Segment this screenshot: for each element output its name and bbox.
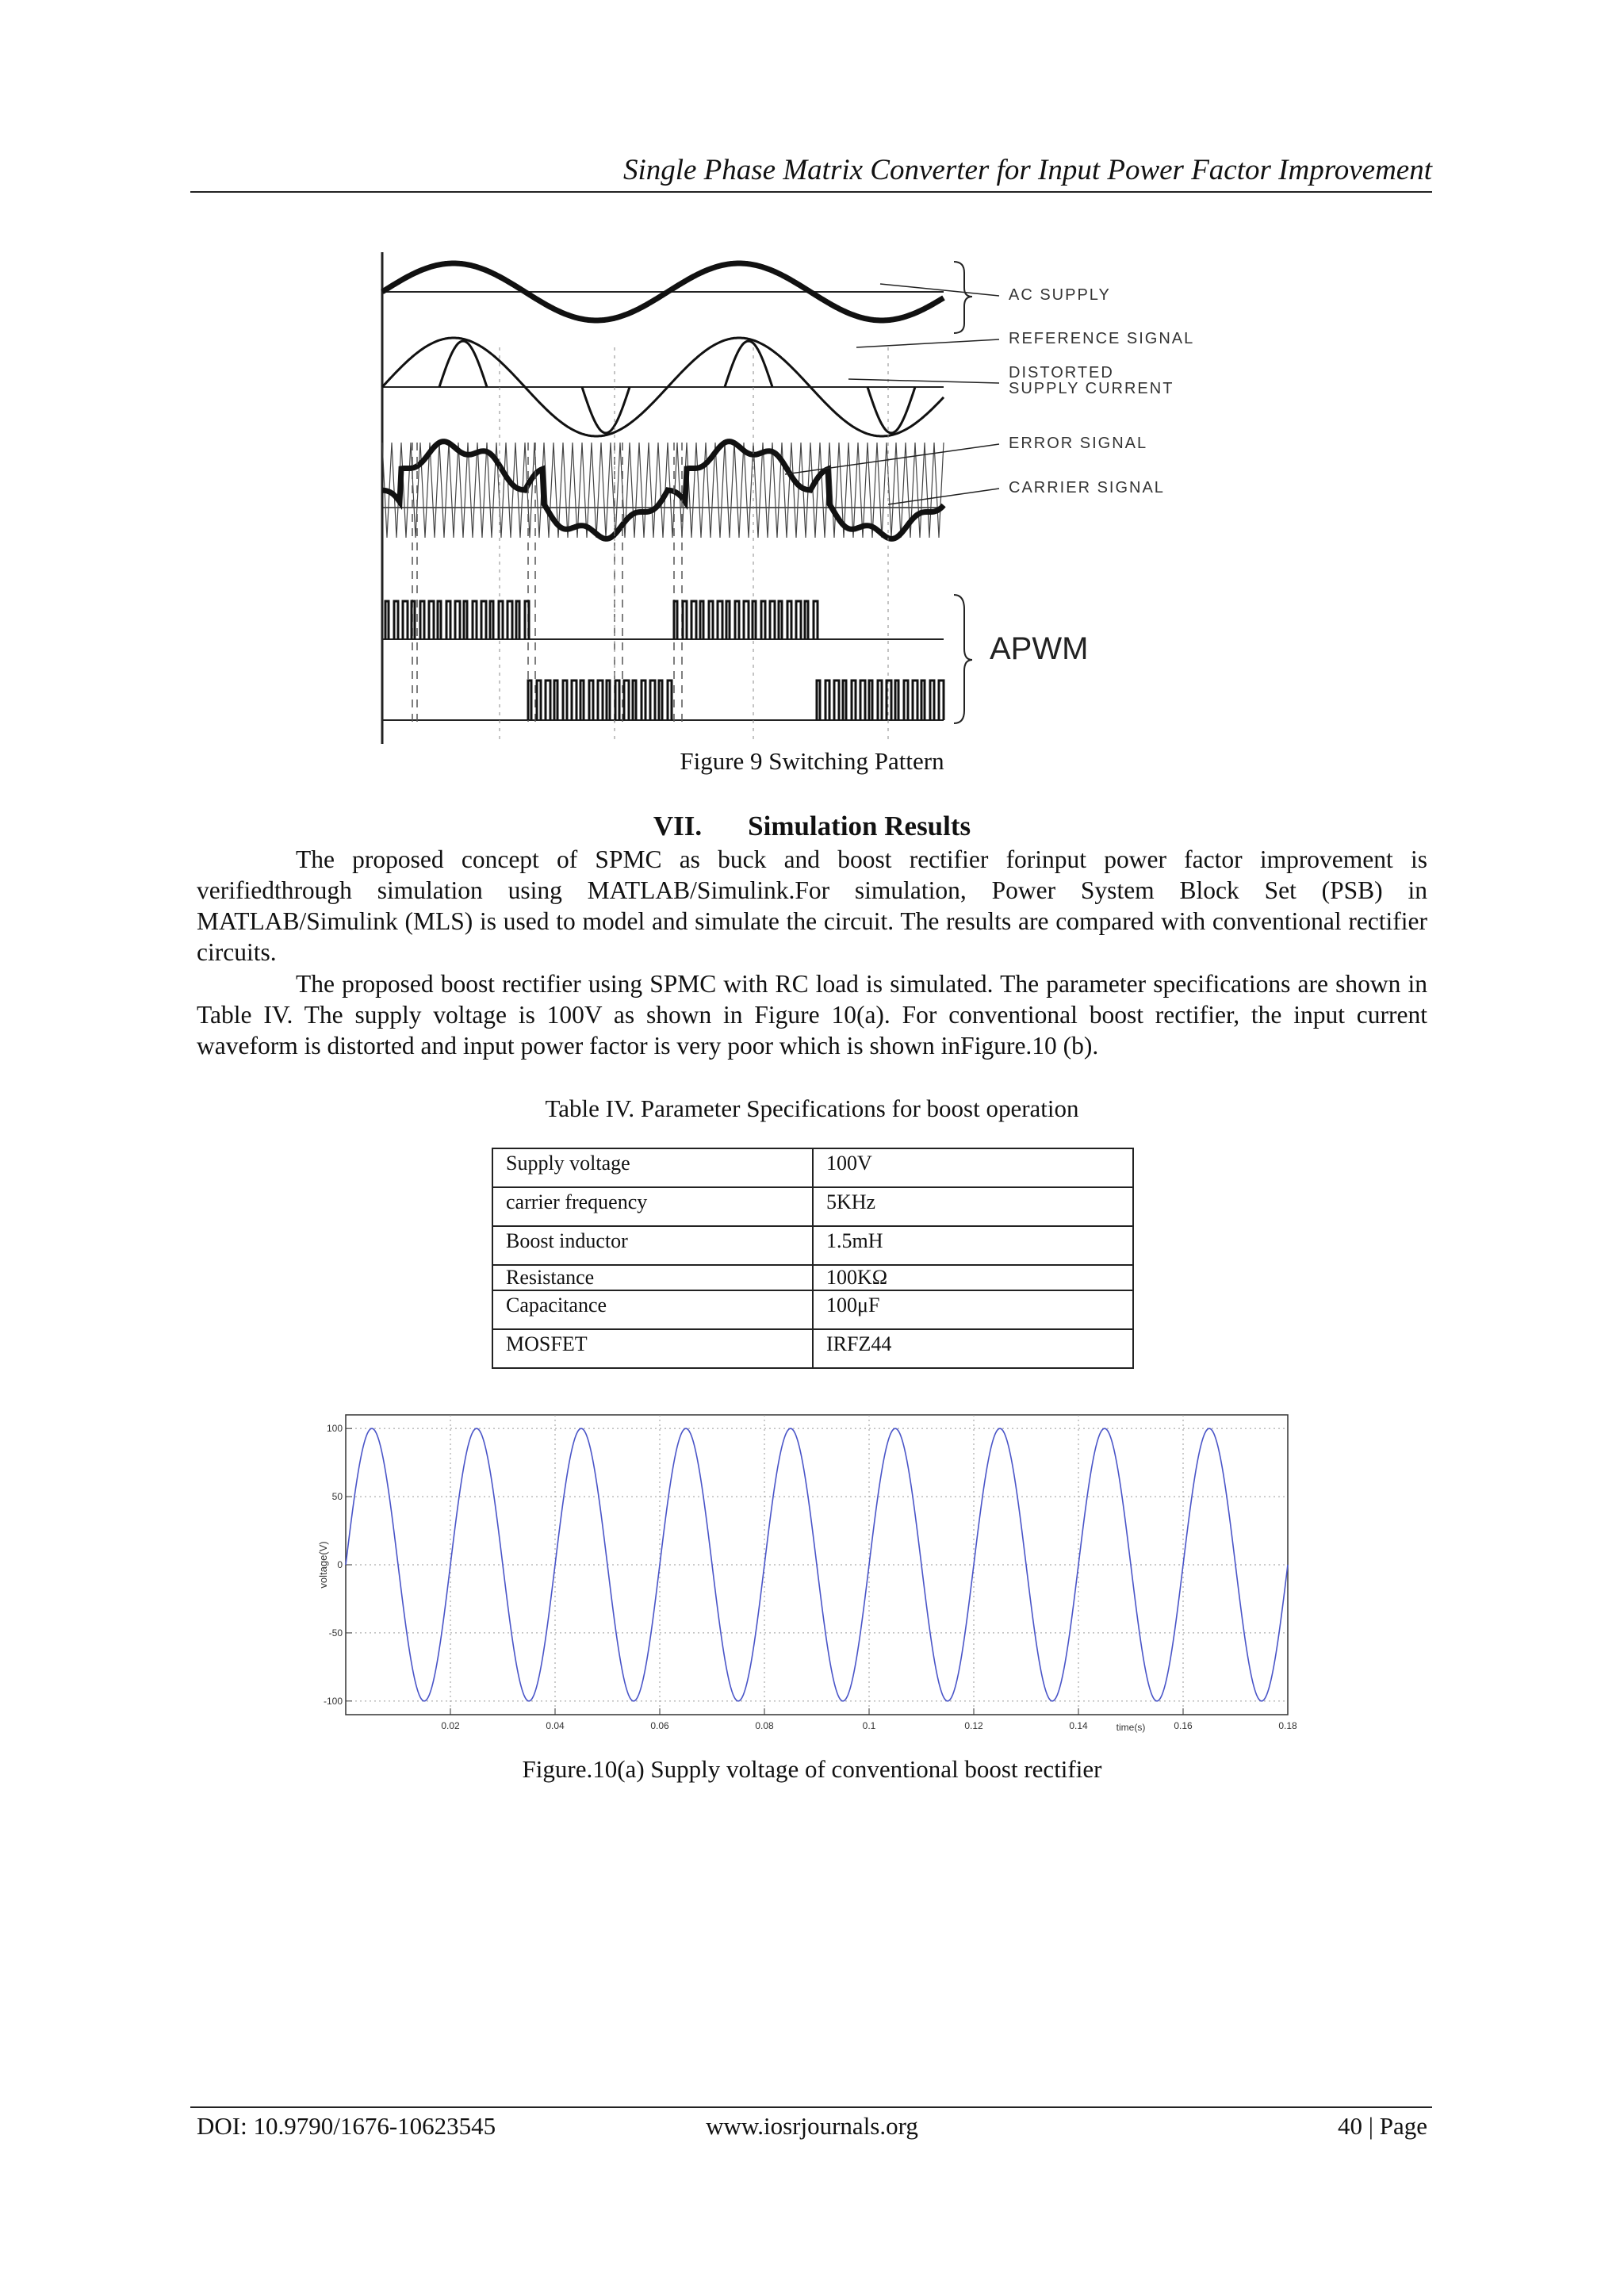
param-value: 100μF (813, 1290, 1133, 1329)
table-row (492, 1265, 1133, 1290)
figure-9-waveforms (382, 252, 999, 744)
apwm-upper-pulses-2 (674, 601, 818, 639)
figure-10a-caption: Figure.10(a) Supply voltage of conventional boost rectifier (522, 1755, 1102, 1783)
y-axis-label: voltage(V) (317, 1541, 329, 1589)
distorted-current-pulse (439, 341, 487, 387)
label-leader-line (856, 339, 999, 347)
section-number: VII. (653, 811, 703, 841)
param-value: 100KΩ (813, 1265, 1133, 1290)
param-name: Capacitance (492, 1290, 813, 1329)
param-value: 1.5mH (813, 1226, 1133, 1265)
x-tick-label: 0.16 (1174, 1720, 1193, 1731)
table-row (492, 1226, 1133, 1265)
apwm-brace (954, 595, 972, 723)
table-row (492, 1329, 1133, 1368)
distorted-current-pulse (868, 387, 915, 433)
footer-rule (190, 2106, 1432, 2108)
param-name: Supply voltage (492, 1148, 813, 1187)
ac-supply-brace (954, 262, 972, 333)
x-tick-label: 0.06 (650, 1720, 669, 1731)
table-row (492, 1148, 1133, 1187)
x-tick-label: 0.08 (755, 1720, 774, 1731)
param-value: IRFZ44 (813, 1329, 1133, 1368)
label-supply-current: SUPPLY CURRENT (1009, 380, 1174, 397)
figure-9-switching-pattern (373, 252, 1261, 748)
label-leader-line (880, 284, 999, 296)
y-tick-label: 100 (326, 1423, 343, 1435)
param-name: MOSFET (492, 1329, 813, 1368)
label-carrier-signal: CARRIER SIGNAL (1009, 479, 1165, 496)
paragraph-1: The proposed concept of SPMC as buck and boost rectifier forinput power factor improvement is verifiedthrough simulation using MATLAB/Simulink.For simulation, Power System Block Set (PSB) in MATLAB/Simulink (MLS) is used to model and simulate the circuit. The results are compared with conventional rectifier circuits. (197, 845, 1427, 966)
param-name: Resistance (492, 1265, 813, 1290)
table-4-caption: Table IV. Parameter Specifications for boost operation (545, 1094, 1079, 1122)
param-name: Boost inductor (492, 1226, 813, 1265)
y-tick-label: 0 (337, 1559, 343, 1570)
figure-9-labels (990, 286, 1194, 666)
x-axis-label: time(s) (1116, 1722, 1146, 1733)
y-tick-label: 50 (331, 1491, 343, 1503)
param-value: 100V (813, 1148, 1133, 1187)
label-error-signal: ERROR SIGNAL (1009, 435, 1148, 452)
parameter-table (492, 1148, 1134, 1369)
x-tick-label: 0.18 (1278, 1720, 1297, 1731)
table-row (492, 1187, 1133, 1226)
x-tick-label: 0.04 (546, 1720, 565, 1731)
y-tick-label: -50 (328, 1627, 343, 1639)
apwm-lower-pulses-2 (817, 680, 944, 720)
apwm-lower-pulses-1 (528, 680, 672, 720)
y-tick-label: -100 (323, 1695, 343, 1707)
x-tick-label: 0.1 (862, 1720, 876, 1731)
param-name: carrier frequency (492, 1187, 813, 1226)
error-signal-wave (382, 442, 944, 539)
label-ac-supply: AC SUPPLY (1009, 286, 1111, 304)
running-head: Single Phase Matrix Converter for Input Power Factor Improvement (622, 154, 1432, 186)
footer-page-number: 40 | Page (1338, 2112, 1427, 2140)
section-heading (0, 809, 1624, 844)
x-tick-label: 0.12 (964, 1720, 983, 1731)
label-reference-signal: REFERENCE SIGNAL (1009, 330, 1195, 347)
section-title: Simulation Results (748, 811, 971, 841)
footer-site: www.iosrjournals.org (706, 2112, 918, 2140)
footer-doi: DOI: 10.9790/1676-10623545 (197, 2112, 496, 2140)
paragraph-2: The proposed boost rectifier using SPMC with RC load is simulated. The parameter specifications are shown in Table IV. The supply voltage is 100V as shown in Figure 10(a). For conventional boost rectifier, the input current waveform is distorted and input power factor is very poor which is shown inFigure.10 (b). (197, 970, 1427, 1060)
chart-plot-layer (324, 1415, 1297, 1731)
label-leader-line (888, 489, 999, 504)
apwm-upper-pulses-1 (385, 601, 529, 639)
x-tick-label: 0.14 (1069, 1720, 1088, 1731)
distorted-current-pulse (725, 341, 772, 387)
figure-10a-chart (316, 1405, 1316, 1754)
figure-9-caption: Figure 9 Switching Pattern (680, 747, 944, 775)
distorted-current-pulse (582, 387, 630, 433)
table-row (492, 1290, 1133, 1329)
header-rule (190, 191, 1432, 193)
label-leader-line (848, 379, 999, 383)
x-tick-label: 0.02 (441, 1720, 460, 1731)
label-distorted: DISTORTED (1009, 364, 1114, 381)
label-apwm: APWM (990, 631, 1089, 666)
label-leader-line (785, 444, 999, 474)
param-value: 5KHz (813, 1187, 1133, 1226)
